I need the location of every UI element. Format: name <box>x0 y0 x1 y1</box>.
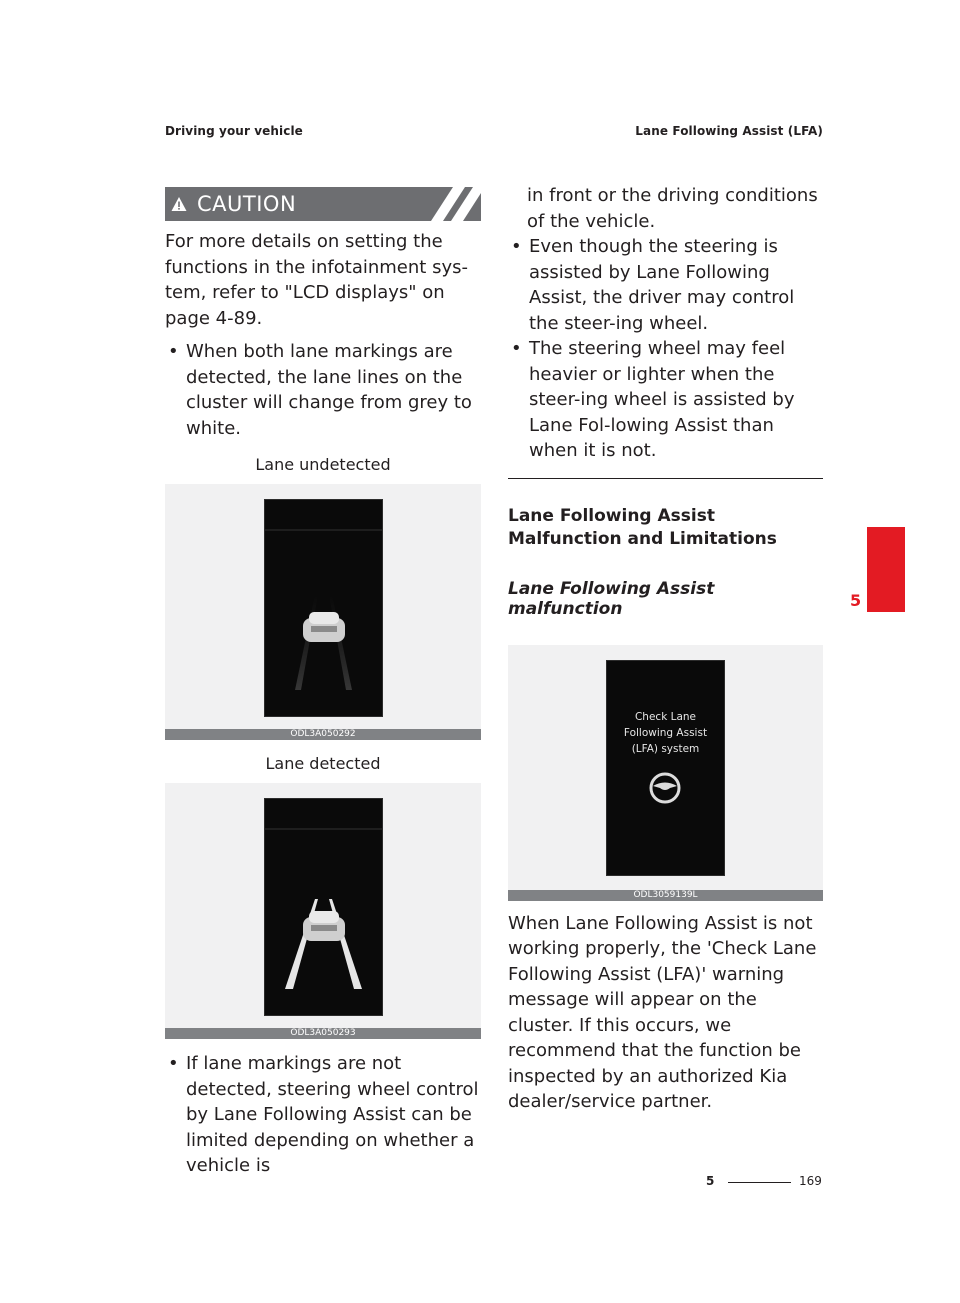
bullet-text: When both lane markings are detected, the lane lines on the cluster will change from grey to white. <box>186 341 472 439</box>
figure-lane-undetected <box>165 484 481 740</box>
figure-code: ODL3A050292 <box>165 729 481 740</box>
running-header-right: Lane Following Assist (LFA) <box>635 124 823 138</box>
footer-divider <box>728 1182 791 1183</box>
cluster-display <box>606 660 725 876</box>
warning-triangle-icon <box>171 196 187 212</box>
list-item: • The steering wheel may feel heavier or lighter when the steer-ing wheel is assisted by Lane Fol-lowing Assist than when it is not. <box>511 338 795 461</box>
car-icon <box>303 612 345 642</box>
steering-wheel-icon <box>648 771 682 805</box>
malfunction-text: When Lane Following Assist is not working properly, the 'Check Lane Following Assist (LFA)' warning message will appear on the cluster. If this occurs, we recommend that the function be inspected by an authorized Kia dealer/service partner. <box>508 912 817 1112</box>
list-item: • If lane markings are not detected, steering wheel control by Lane Following Assist can be limited depending on whether a vehicle is <box>168 1053 479 1176</box>
warning-line: Check Lane <box>634 710 697 723</box>
figure-lfa-malfunction <box>508 645 823 901</box>
bullet-text: Even though the steering is assisted by Lane Following Assist, the driver may control the steer-ing wheel. <box>529 236 795 334</box>
chapter-tab <box>867 527 905 612</box>
warning-line: Following Assist <box>623 726 708 739</box>
cluster-display <box>264 798 383 1016</box>
caution-title: CAUTION <box>197 192 297 216</box>
running-header-left: Driving your vehicle <box>165 124 303 138</box>
caution-banner <box>165 187 481 221</box>
cluster-warning-message <box>607 709 724 757</box>
figure-code: ODL3A050293 <box>165 1028 481 1039</box>
figure-caption: Lane detected <box>265 754 381 773</box>
cluster-display <box>264 499 383 717</box>
bullet-text: The steering wheel may feel heavier or lighter when the steer-ing wheel is assisted by Lane Fol-lowing Assist than when it is not. <box>529 338 795 461</box>
continuation-text: in front or the driving conditions of the vehicle. <box>527 185 818 232</box>
subsection-heading: Lane Following Assist malfunction <box>508 578 715 619</box>
figure-code: ODL3059139L <box>508 890 823 901</box>
chapter-tab-number: 5 <box>850 591 862 610</box>
bullet-text: If lane markings are not detected, steering wheel control by Lane Following Assist can be limited depending on whether a vehicle is <box>186 1053 479 1176</box>
footer-chapter: 5 <box>706 1174 715 1188</box>
section-divider <box>508 478 823 479</box>
caution-text: For more details on setting the functions in the infotainment sys-tem, refer to "LCD displays" on page 4-89. <box>165 231 468 329</box>
warning-line: (LFA) system <box>631 742 700 755</box>
list-item: • When both lane markings are detected, the lane lines on the cluster will change from grey to white. <box>168 341 472 439</box>
figure-caption: Lane undetected <box>255 455 391 474</box>
caution-stripes-decoration <box>431 187 481 221</box>
left-column <box>165 187 481 1179</box>
figure-lane-detected <box>165 783 481 1039</box>
footer-page-number: 169 <box>799 1174 822 1188</box>
list-item: • Even though the steering is assisted by Lane Following Assist, the driver may control the steer-ing wheel. <box>511 236 795 334</box>
right-column <box>508 183 823 1115</box>
car-icon <box>303 911 345 941</box>
section-heading: Lane Following Assist Malfunction and Limitations <box>508 505 777 549</box>
